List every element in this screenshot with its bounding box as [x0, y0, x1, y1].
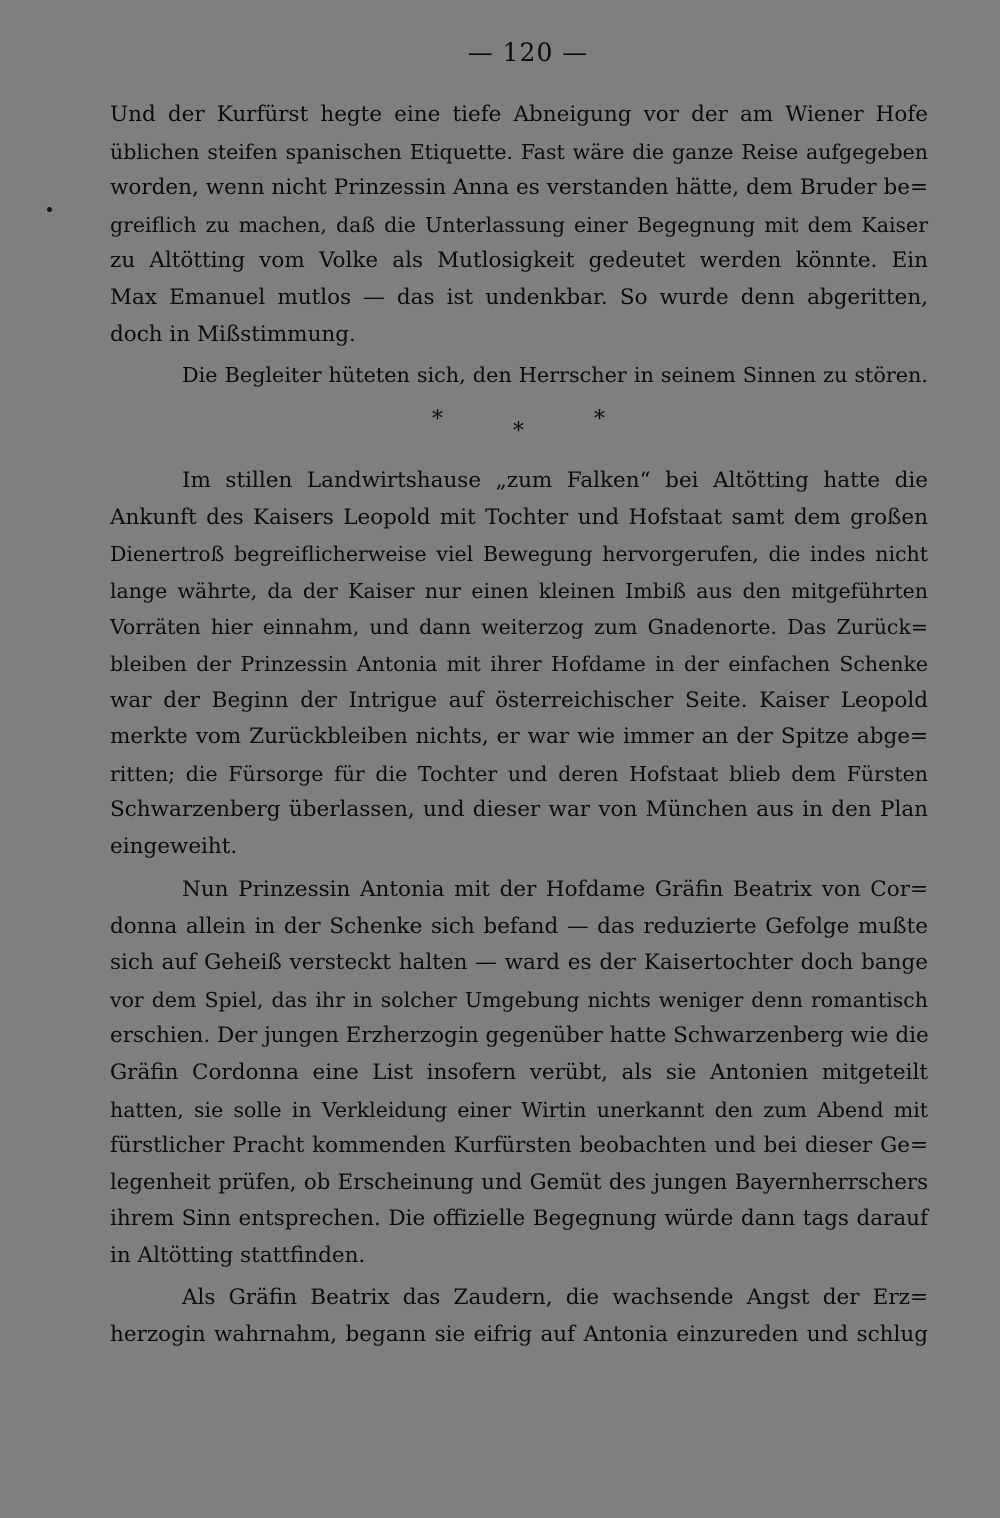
text-line: Vorräten hier einnahm, und dann weiterzog zum Gnadenorte. Das Zurück= [110, 615, 928, 640]
paragraph-2 [110, 357, 928, 394]
asterisk: * [432, 407, 443, 432]
page-number: — 120 — [467, 38, 589, 67]
text-line: Als Gräfin Beatrix das Zaudern, die wachsende Angst der Erz= [182, 1285, 928, 1310]
paragraph-4 [110, 872, 928, 1275]
text-line: Max Emanuel mutlos — das ist undenkbar. So wurde denn abgeritten, [110, 284, 928, 310]
text-line: herzogin wahrnahm, begann sie eifrig auf Antonia einzureden und schlug [110, 1321, 928, 1347]
text-line: ritten; die Fürsorge für die Tochter und deren Hofstaat blieb dem Fürsten [110, 761, 928, 786]
text-line: ihrem Sinn entsprechen. Die offizielle Begegnung würde dann tags darauf [110, 1206, 928, 1232]
text-line: Gräfin Cordonna eine List insofern verübt, als sie Antonien mitgeteilt [110, 1059, 928, 1085]
text-line: erschien. Der jungen Erzherzogin gegenüber hatte Schwarzenberg wie die [110, 1023, 929, 1049]
text-line: sich auf Geheiß versteckt halten — ward es der Kaisertochter doch bange [110, 950, 928, 976]
text-line: Nun Prinzessin Antonia mit der Hofdame Gräfin Beatrix von Cor= [182, 877, 928, 902]
text-line: Ankunft des Kaisers Leopold mit Tochter und Hofstaat samt dem großen [110, 504, 928, 530]
text-line: legenheit prüfen, ob Erscheinung und Gemüt des jungen Bayernherrschers [110, 1169, 928, 1195]
section-divider-asterism [0, 405, 1000, 445]
ink-speck [47, 207, 52, 212]
text-line: fürstlicher Pracht kommenden Kurfürsten beobachten und bei dieser Ge= [110, 1133, 928, 1159]
text-line: hatten, sie solle in Verkleidung einer Wirtin unerkannt den zum Abend mit [110, 1097, 928, 1122]
text-line: Im stillen Landwirtshause „zum Falken“ bei Altötting hatte die [182, 468, 928, 493]
asterisk: * [513, 419, 524, 444]
text-line: Dienertroß begreiflicherweise viel Bewegung hervorgerufen, die indes nicht [110, 542, 928, 567]
text-line: üblichen steifen spanischen Etiquette. Fast wäre die ganze Reise aufgegeben [110, 139, 928, 164]
text-line: in Altötting stattfinden. [110, 1242, 366, 1268]
text-line: Die Begleiter hüteten sich, den Herrscher in seinem Sinnen zu stören. [182, 363, 928, 387]
asterisk: * [594, 407, 605, 432]
text-line: vor dem Spiel, das ihr in solcher Umgebung nichts weniger denn romantisch [110, 987, 928, 1012]
text-line: Schwarzenberg überlassen, und dieser war von München aus in den Plan [110, 797, 928, 823]
paragraph-1 [110, 97, 928, 353]
text-line: lange währte, da der Kaiser nur einen kleinen Imbiß aus den mitgeführten [110, 578, 928, 603]
text-line: war der Beginn der Intrigue auf österreichischer Seite. Kaiser Leopold [110, 687, 928, 713]
text-line: Und der Kurfürst hegte eine tiefe Abneigung vor der am Wiener Hofe [110, 102, 928, 127]
text-line: bleiben der Prinzessin Antonia mit ihrer Hofdame in der einfachen Schenke [110, 651, 928, 676]
text-line: merkte vom Zurückbleiben nichts, er war wie immer an der Spitze abge= [110, 724, 928, 750]
text-line: doch in Mißstimmung. [110, 321, 356, 347]
text-line: worden, wenn nicht Prinzessin Anna es verstanden hätte, dem Bruder be= [110, 175, 928, 201]
text-line: greiflich zu machen, daß die Unterlassung einer Begegnung mit dem Kaiser [110, 212, 928, 237]
paragraph-5 [110, 1280, 928, 1353]
text-line: eingeweiht. [110, 833, 238, 859]
text-line: zu Altötting vom Volke als Mutlosigkeit gedeutet werden könnte. Ein [110, 248, 928, 274]
paragraph-3 [110, 463, 928, 866]
text-line: donna allein in der Schenke sich befand — das reduzierte Gefolge mußte [110, 913, 928, 939]
